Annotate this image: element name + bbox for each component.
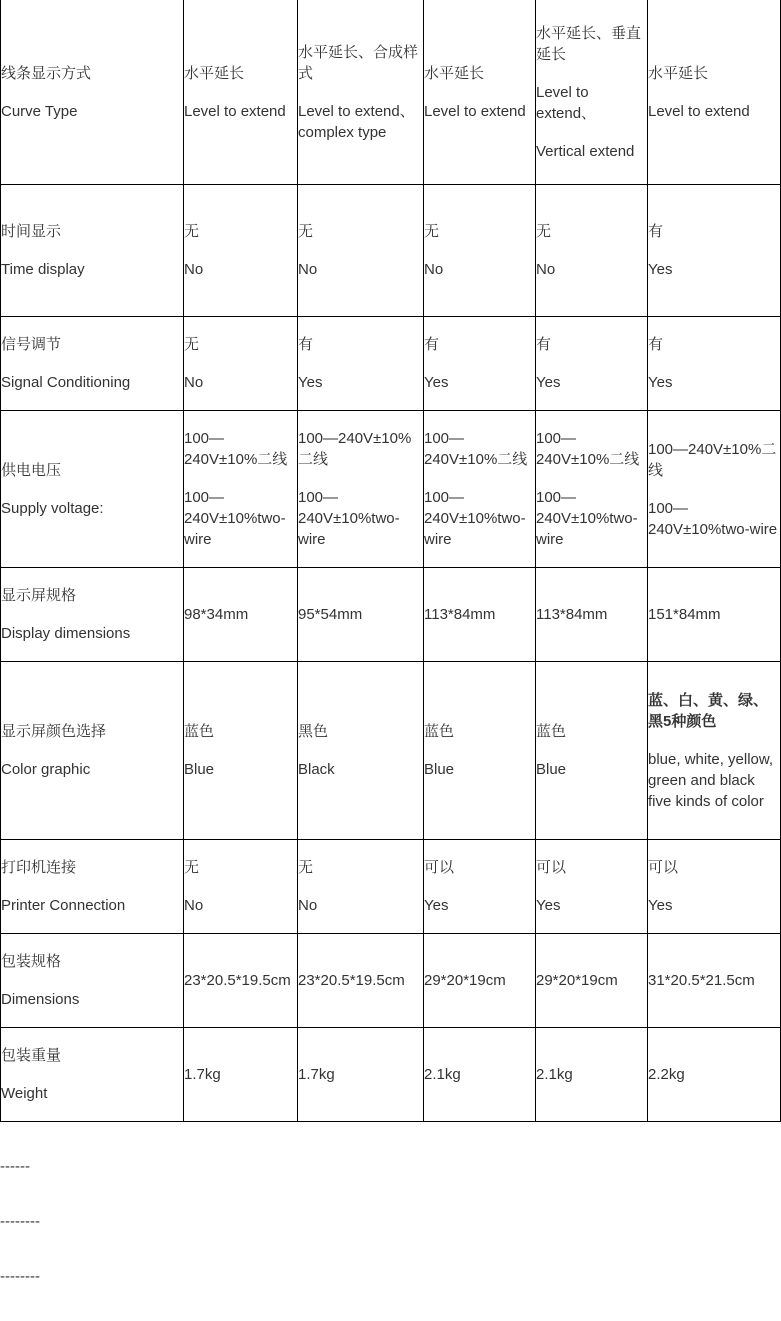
value-cn: 蓝色 bbox=[536, 723, 567, 740]
value-cn: 水平延长 bbox=[648, 64, 709, 82]
label-cn: 线条显示方式 bbox=[1, 64, 92, 82]
value-cn: 有 bbox=[424, 336, 440, 353]
value-cell bbox=[648, 1028, 781, 1122]
label-en: Display dimensions bbox=[1, 625, 131, 642]
value-cn: 有 bbox=[536, 336, 552, 353]
value-cell bbox=[184, 185, 298, 317]
label-cell bbox=[1, 840, 184, 934]
value: 23*20.5*19.5cm bbox=[184, 972, 291, 989]
value-en: Yes bbox=[298, 374, 323, 391]
label-cell bbox=[1, 411, 184, 568]
label-en: Time display bbox=[1, 261, 85, 278]
value-cn: 100—240V±10%二线 bbox=[536, 430, 640, 468]
label-cell bbox=[1, 185, 184, 317]
value-cell bbox=[298, 185, 424, 317]
value-cn: 蓝色 bbox=[424, 723, 455, 740]
value-cell bbox=[298, 662, 424, 840]
value: 113*84mm bbox=[424, 606, 496, 623]
value-cell bbox=[184, 411, 298, 568]
separator-line: ------ bbox=[0, 1158, 30, 1175]
value: 98*34mm bbox=[184, 606, 249, 623]
value-cell bbox=[424, 568, 536, 662]
value-cell bbox=[536, 0, 648, 185]
value-cn: 无 bbox=[184, 336, 200, 353]
value-cell bbox=[184, 1028, 298, 1122]
value-en: Yes bbox=[648, 261, 673, 278]
value-cell bbox=[424, 317, 536, 411]
value-en: Black bbox=[298, 761, 335, 778]
value-cn: 无 bbox=[184, 859, 200, 876]
label-cn: 包装规格 bbox=[1, 953, 62, 970]
value: 31*20.5*21.5cm bbox=[648, 972, 755, 989]
label-en: Supply voltage: bbox=[1, 499, 104, 517]
value-cn: 无 bbox=[298, 223, 314, 240]
value-en: No bbox=[298, 897, 318, 914]
value-cn: 可以 bbox=[536, 859, 567, 876]
value-cell bbox=[184, 840, 298, 934]
value-cn: 100—240V±10%二线 bbox=[648, 440, 777, 479]
value-cn: 水平延长、合成样式 bbox=[298, 43, 419, 82]
value-en: Level to extend、complex type bbox=[298, 102, 415, 141]
value-en: 100—240V±10%two-wire bbox=[648, 499, 778, 538]
value: 95*54mm bbox=[298, 606, 363, 623]
value-cn: 水平延长、垂直延长 bbox=[536, 24, 642, 63]
spec-row-supply-voltage bbox=[1, 411, 781, 568]
value-en: No bbox=[184, 897, 204, 914]
value-en: Yes bbox=[536, 374, 561, 391]
value-en: Blue bbox=[536, 761, 567, 778]
value-en: Level to extend bbox=[424, 102, 526, 120]
value-cn: 无 bbox=[298, 859, 314, 876]
value-en: No bbox=[424, 261, 444, 278]
label-cn: 供电电压 bbox=[1, 461, 62, 479]
value-en: 100—240V±10%two-wire bbox=[298, 489, 400, 548]
spec-row-signal-conditioning bbox=[1, 317, 781, 411]
value-en: Yes bbox=[424, 374, 449, 391]
value-cell bbox=[424, 840, 536, 934]
value-en: Level to extend bbox=[648, 102, 750, 120]
label-en: Weight bbox=[1, 1085, 48, 1102]
value-en: 100—240V±10%two-wire bbox=[184, 489, 286, 548]
value-cell bbox=[536, 185, 648, 317]
value-cell bbox=[648, 317, 781, 411]
value-cell bbox=[424, 1028, 536, 1122]
label-cell bbox=[1, 934, 184, 1028]
label-en: Color graphic bbox=[1, 761, 91, 778]
value-cell bbox=[424, 185, 536, 317]
label-cn: 打印机连接 bbox=[1, 859, 77, 876]
value-cell bbox=[536, 934, 648, 1028]
value: 1.7kg bbox=[298, 1066, 335, 1083]
value-cell bbox=[648, 840, 781, 934]
value: 23*20.5*19.5cm bbox=[298, 972, 405, 989]
value-cell bbox=[648, 934, 781, 1028]
value-cell bbox=[424, 934, 536, 1028]
value-cell bbox=[536, 662, 648, 840]
value-cell bbox=[536, 1028, 648, 1122]
value-cn: 有 bbox=[298, 336, 314, 353]
value-cell bbox=[648, 411, 781, 568]
label-en: Curve Type bbox=[1, 102, 78, 120]
value-cn: 100—240V±10%二线 bbox=[298, 430, 412, 468]
value-cn: 有 bbox=[648, 336, 664, 353]
value: 29*20*19cm bbox=[424, 972, 506, 989]
value-cell bbox=[298, 934, 424, 1028]
value-cn: 有 bbox=[648, 223, 664, 240]
label-cn: 显示屏颜色选择 bbox=[1, 723, 107, 740]
spec-row-weight bbox=[1, 1028, 781, 1122]
value-cn: 无 bbox=[184, 223, 200, 240]
value: 2.1kg bbox=[424, 1066, 461, 1083]
separator-line: -------- bbox=[0, 1268, 40, 1285]
value: 2.2kg bbox=[648, 1066, 685, 1083]
value-cell bbox=[298, 568, 424, 662]
value-cell bbox=[536, 568, 648, 662]
value-en: Yes bbox=[648, 897, 673, 914]
label-cell bbox=[1, 317, 184, 411]
value-cell bbox=[298, 0, 424, 185]
value-en: No bbox=[536, 261, 556, 278]
value-cn: 可以 bbox=[648, 859, 679, 876]
value-cn: 无 bbox=[536, 223, 552, 240]
value-en: Level to extend bbox=[184, 102, 286, 120]
separator-lines bbox=[0, 1156, 40, 1321]
value-en: Blue bbox=[184, 761, 215, 778]
value-cell bbox=[424, 662, 536, 840]
value-en: blue, white, yellow, green and black five kinds of color bbox=[648, 750, 774, 810]
label-cn: 包装重量 bbox=[1, 1047, 62, 1064]
value-cell bbox=[424, 0, 536, 185]
value-cn: 蓝、白、黄、绿、黑5种颜色 bbox=[648, 691, 769, 730]
value: 113*84mm bbox=[536, 606, 608, 623]
value-cell bbox=[536, 411, 648, 568]
spec-row-color-graphic bbox=[1, 662, 781, 840]
value: 151*84mm bbox=[648, 606, 721, 623]
label-cn: 显示屏规格 bbox=[1, 587, 77, 604]
value-cn: 无 bbox=[424, 223, 440, 240]
value-cn: 黑色 bbox=[298, 723, 329, 740]
value: 2.1kg bbox=[536, 1066, 573, 1083]
value-en: No bbox=[184, 374, 204, 391]
value-en-2: Vertical extend bbox=[536, 142, 635, 160]
value-en: 100—240V±10%two-wire bbox=[536, 489, 638, 548]
value-cn: 可以 bbox=[424, 859, 455, 876]
spec-row-curve-type bbox=[1, 0, 781, 185]
value-en: No bbox=[184, 261, 204, 278]
value-cell bbox=[184, 317, 298, 411]
value-en: Blue bbox=[424, 761, 455, 778]
value-cn: 水平延长 bbox=[184, 64, 245, 82]
label-cell bbox=[1, 1028, 184, 1122]
value-cell bbox=[648, 0, 781, 185]
value-cn: 100—240V±10%二线 bbox=[424, 430, 528, 468]
value-cell bbox=[298, 411, 424, 568]
value-cell bbox=[298, 317, 424, 411]
spec-row-time-display bbox=[1, 185, 781, 317]
spec-row-printer-connection bbox=[1, 840, 781, 934]
value-cell bbox=[298, 840, 424, 934]
value-cell bbox=[648, 568, 781, 662]
label-cell bbox=[1, 568, 184, 662]
value-en: Level to extend、 bbox=[536, 83, 597, 122]
label-cn: 时间显示 bbox=[1, 223, 62, 240]
value-cell bbox=[536, 317, 648, 411]
value-cn: 蓝色 bbox=[184, 723, 215, 740]
spec-row-package-dimensions bbox=[1, 934, 781, 1028]
value-cell bbox=[184, 568, 298, 662]
value-en: Yes bbox=[648, 374, 673, 391]
value-cn: 100—240V±10%二线 bbox=[184, 430, 288, 468]
value-cell bbox=[184, 662, 298, 840]
value-en: Yes bbox=[536, 897, 561, 914]
value-en: No bbox=[298, 261, 318, 278]
value-en: Yes bbox=[424, 897, 449, 914]
value-cell bbox=[648, 662, 781, 840]
value-en: 100—240V±10%two-wire bbox=[424, 489, 526, 548]
label-en: Dimensions bbox=[1, 991, 80, 1008]
label-en: Printer Connection bbox=[1, 897, 126, 914]
value-cell bbox=[424, 411, 536, 568]
label-en: Signal Conditioning bbox=[1, 374, 131, 391]
spec-row-display-dimensions bbox=[1, 568, 781, 662]
value-cell bbox=[648, 185, 781, 317]
label-cn: 信号调节 bbox=[1, 336, 62, 353]
label-cell bbox=[1, 0, 184, 185]
value: 1.7kg bbox=[184, 1066, 221, 1083]
value: 29*20*19cm bbox=[536, 972, 618, 989]
label-cell bbox=[1, 662, 184, 840]
value-cell bbox=[536, 840, 648, 934]
value-cell bbox=[298, 1028, 424, 1122]
value-cn: 水平延长 bbox=[424, 64, 485, 82]
separator-line: -------- bbox=[0, 1213, 40, 1230]
value-cell bbox=[184, 0, 298, 185]
value-cell bbox=[184, 934, 298, 1028]
